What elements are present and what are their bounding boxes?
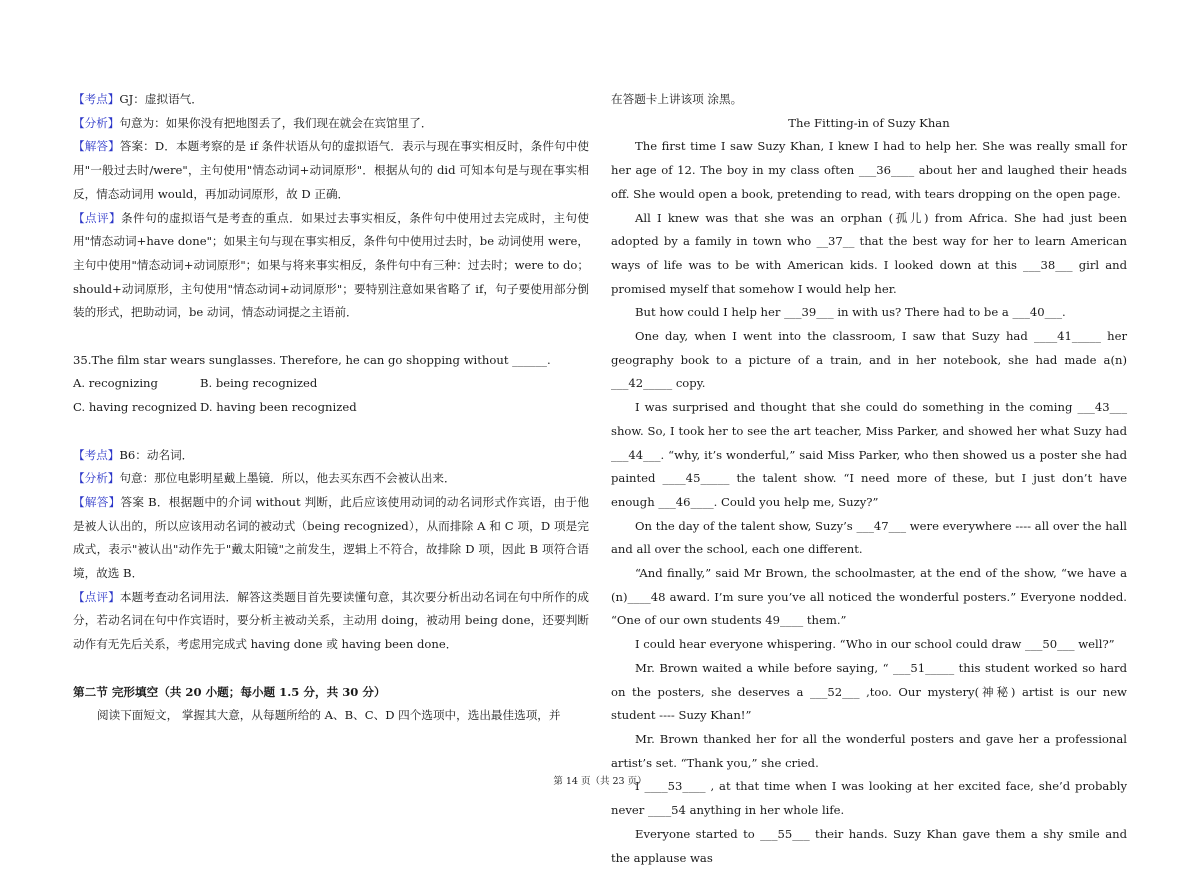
option-b: B. being recognized bbox=[200, 376, 318, 391]
jieda-text: 答案 B．根据题中的介词 without 判断，此后应该使用动词的动名词形式作宾语，由于他是被人认出的，所以应该用动名词的被动式（being recognized），从而排除 A 和 C 项，D 项是完成式，表示"被认出"动作先于"戴太阳镜"之前发生，逻辑上不符合，故排除 D 项，因此 B 项符合语境，故选 B． bbox=[73, 494, 589, 581]
passage-paragraph: The first time I saw Suzy Khan, I knew I had to help her. She was really small for her age of 12. The boy in my class often ___36____ about her and laughed their heads off. She would open a book, pretending to read, with tears dropping on the open page. bbox=[611, 139, 1127, 201]
passage-paragraph: I could hear everyone whispering. “Who in our school could draw ___50___ well?” bbox=[635, 637, 1115, 652]
jieda-tag: 【解答】 bbox=[73, 139, 120, 154]
q35-jieda bbox=[73, 491, 589, 586]
fenxi-text: 句意：那位电影明星戴上墨镜．所以，他去买东西不会被认出来． bbox=[119, 471, 456, 486]
q35-options-row-2 bbox=[73, 396, 589, 420]
passage-paragraph: But how could I help her ___39___ in with us? There had to be a ___40___. bbox=[635, 305, 1066, 320]
dianping-text: 本题考查动名词用法．解答这类题目首先要读懂句意，其次要分析出动名词在句中所作的成分，若动名词在句中作宾语时，要分析主被动关系，主动用 doing，被动用 being done，还要判断动作有无先后关系，考虑用完成式 having done 或 having been done． bbox=[73, 589, 589, 652]
section-instructions: 阅读下面短文， 掌握其大意，从每题所给的 A、B、C、D 四个选项中，选出最佳选项，并 bbox=[97, 708, 561, 723]
fenxi-tag: 【分析】 bbox=[73, 471, 120, 486]
q34-fenxi bbox=[73, 112, 589, 136]
q35-options-row-1 bbox=[73, 372, 589, 396]
dianping-tag: 【点评】 bbox=[73, 589, 120, 604]
passage-paragraph: Everyone started to ___55___ their hands. Suzy Khan gave them a shy smile and the applause was bbox=[611, 826, 1127, 865]
q35-stem: 35.The film star wears sunglasses. Therefore, he can go shopping without ______. bbox=[73, 352, 551, 367]
passage-paragraph: Mr. Brown thanked her for all the wonderful posters and gave her a professional artist’s set. “Thank you,” she cried. bbox=[611, 731, 1127, 770]
q34-kaodian bbox=[73, 88, 589, 112]
fenxi-tag: 【分析】 bbox=[73, 115, 120, 130]
jieda-tag: 【解答】 bbox=[73, 494, 121, 509]
q35-kaodian bbox=[73, 444, 589, 468]
dianping-tag: 【点评】 bbox=[73, 210, 122, 225]
spacer bbox=[73, 657, 589, 681]
q34-jieda bbox=[73, 135, 589, 206]
option-c: C. having recognized bbox=[73, 400, 197, 415]
passage-title: The Fitting-in of Suzy Khan bbox=[788, 115, 950, 130]
passage-paragraph: One day, when I went into the classroom, I saw that Suzy had ____41_____ her geography book to a picture of a train, and in her notebook, she had made a(n) ___42_____ copy. bbox=[611, 329, 1127, 391]
passage-paragraph: All I knew was that she was an orphan (孤儿) from Africa. She had just been adopted by a family in town who __37__ that the best way for her to learn American ways of life was to be with American kids. I looked down at this ___38___ girl and promised myself that somehow I would help her. bbox=[611, 210, 1127, 296]
kaodian-tag: 【考点】 bbox=[73, 92, 120, 106]
option-a: A. recognizing bbox=[73, 376, 158, 391]
q35-fenxi bbox=[73, 467, 589, 491]
option-d: D. having been recognized bbox=[200, 400, 357, 415]
kaodian-tag: 【考点】 bbox=[73, 447, 120, 462]
dianping-text: 条件句的虚拟语气是考查的重点．如果过去事实相反，条件句中使用过去完成时，主句使用"情态动词+have done"；如果主句与现在事实相反，条件句中使用过去时，be 动词使用 were，主句中使用"情态动词+动词原形"；如果与将来事实相反，条件句中有三种：过去时；were to do；should+动词原形，主句使用"情态动词+动词原形"；要特别注意如果省略了 if，句子要使用部分倒装的形式，把助动词，be 动词，情态动词提之主语前． bbox=[73, 210, 589, 320]
section-heading: 第二节 完形填空（共 20 小题；每小题 1.5 分，共 30 分） bbox=[73, 684, 386, 699]
kaodian-text: GJ：虚拟语气． bbox=[119, 92, 203, 106]
passage-paragraph: I ____53____ , at that time when I was looking at her excited face, she’d probably never ____54 anything in her whole life. bbox=[611, 779, 1127, 818]
left-column bbox=[73, 88, 589, 728]
page-footer: 第 14 页（共 23 页） bbox=[553, 776, 647, 787]
spacer bbox=[73, 420, 589, 444]
q34-dianping bbox=[73, 207, 589, 326]
kaodian-text: B6：动名词． bbox=[119, 447, 194, 462]
passage-paragraph: Mr. Brown waited a while before saying, “ ___51_____ this student worked so hard on the posters, she deserves a ___52___ ,too. Our mystery(神秘) artist is our new student ---- Suzy Khan!” bbox=[611, 660, 1127, 723]
passage-paragraph: “And finally,” said Mr Brown, the schoolmaster, at the end of the show, “we have a (n)____48 award. I’m sure you’ve all noticed the wonderful posters.” Everyone nodded. “One of our own students 49____ them.” bbox=[611, 566, 1127, 628]
fenxi-text: 句意为：如果你没有把地图丢了，我们现在就会在宾馆里了． bbox=[119, 115, 433, 130]
passage-paragraph: I was surprised and thought that she could do something in the coming ___43___ show. So, I took her to see the art teacher, Miss Parker, and showed her what Suzy had ___44___. “why, it’s wonderful,” said Miss Parker, who then showed us a poster she had painted ____45_____ the talent show. “I need more of these, but I just don’t have enough ___46____. Could you help me, Suzy?” bbox=[611, 400, 1127, 509]
q35-dianping bbox=[73, 586, 589, 657]
jieda-text: 答案：D．本题考察的是 if 条件状语从句的虚拟语气．表示与现在事实相反时，条件句中使用"一般过去时/were"，主句使用"情态动词+动词原形"．根据从句的 did 可知本句是与现在事实相反，情态动词用 would，再加动词原形，故 D 正确． bbox=[73, 139, 589, 201]
right-column bbox=[611, 88, 1127, 870]
instructions-continued: 在答题卡上讲该项 涂黑。 bbox=[611, 92, 743, 106]
spacer bbox=[73, 325, 589, 349]
passage-paragraph: On the day of the talent show, Suzy’s ___47___ were everywhere ---- all over the hall and all over the school, each one different. bbox=[611, 518, 1127, 557]
